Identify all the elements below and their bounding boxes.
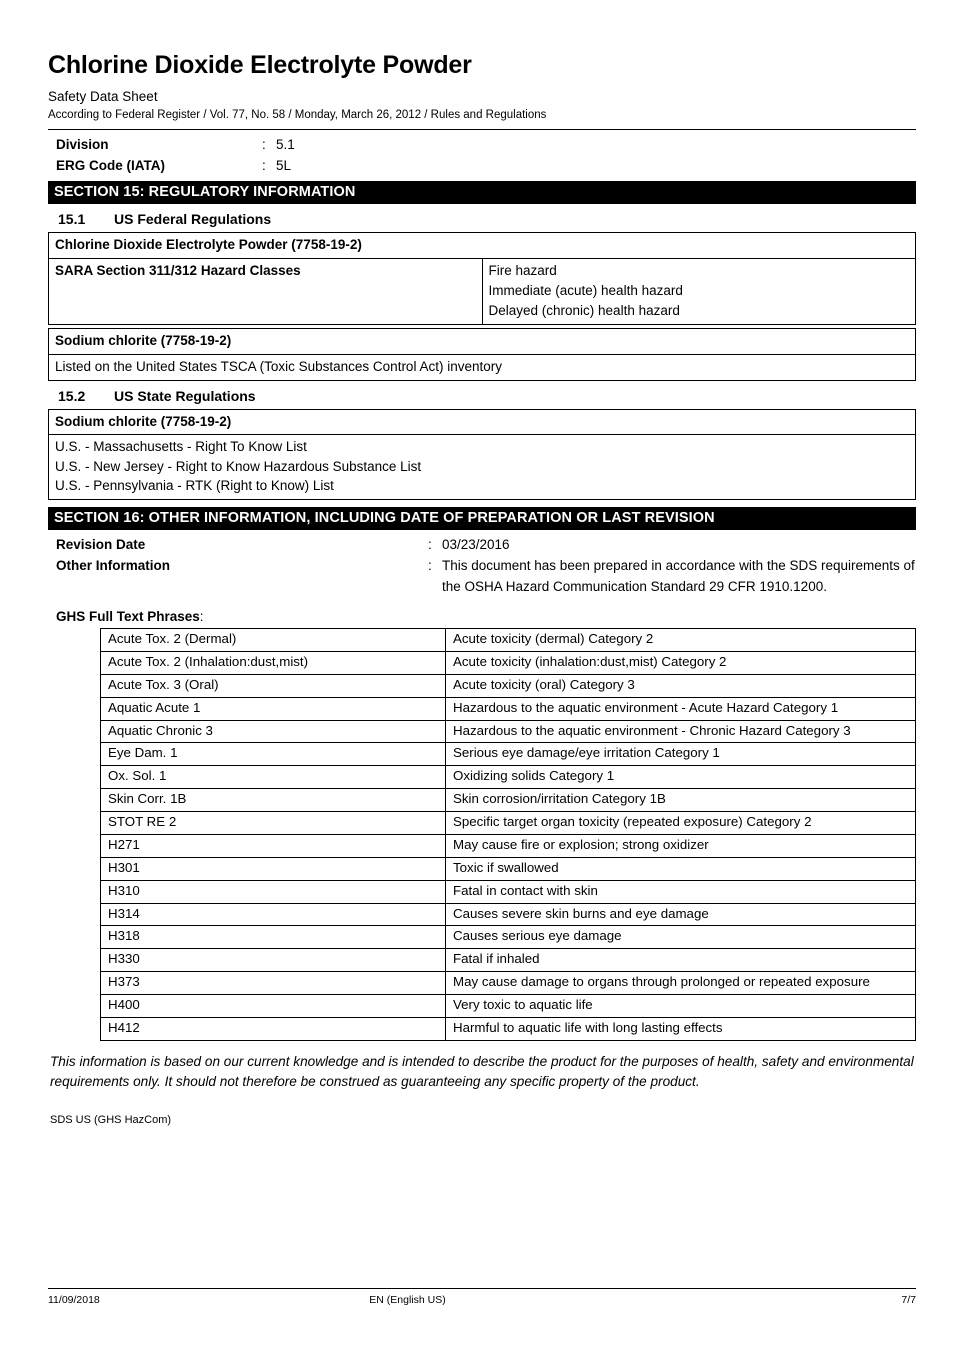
ghs-text: Causes severe skin burns and eye damage (446, 903, 916, 926)
ghs-code: H373 (101, 972, 446, 995)
ghs-code: Acute Tox. 3 (Oral) (101, 674, 446, 697)
revision-date-label: Revision Date (56, 537, 146, 553)
table-row (101, 972, 916, 995)
ghs-text: Acute toxicity (inhalation:dust,mist) Category 2 (446, 651, 916, 674)
table-row (101, 674, 916, 697)
subsection-15-2-title: US State Regulations (114, 387, 256, 404)
other-information-label: Other Information (56, 558, 170, 574)
ghs-label-text: GHS Full Text Phrases (56, 609, 200, 625)
footer-divider (48, 1288, 916, 1289)
ghs-code: Aquatic Acute 1 (101, 697, 446, 720)
table-row (49, 258, 916, 325)
ghs-code: Skin Corr. 1B (101, 789, 446, 812)
ghs-text: Harmful to aquatic life with long lasting effects (446, 1017, 916, 1040)
tsca-inventory-table (48, 328, 916, 380)
legal-disclaimer: This information is based on our current knowledge and is intended to describe the product for the purposes of health, safety and environmental requirements only. It should not therefore be construed as guaranteeing any specific property of the product. (50, 1053, 914, 1090)
erg-code-label: ERG Code (IATA) (56, 158, 165, 173)
table-row (101, 926, 916, 949)
table-row (49, 329, 916, 355)
transport-info-block (48, 135, 916, 176)
division-value: 5.1 (276, 137, 295, 153)
ghs-label-colon: : (199, 609, 204, 625)
ghs-text: Acute toxicity (dermal) Category 2 (446, 629, 916, 652)
page-footer (48, 1288, 916, 1308)
footer-date: 11/09/2018 (48, 1294, 100, 1306)
state-regulation-lists (49, 435, 916, 500)
subsection-15-1 (48, 211, 916, 227)
transport-row-division (48, 135, 916, 156)
ghs-phrases-table-wrapper (100, 628, 916, 1041)
section-15-header: SECTION 15: REGULATORY INFORMATION (48, 181, 916, 205)
ghs-code: Acute Tox. 2 (Inhalation:dust,mist) (101, 651, 446, 674)
sara-value-chronic-health-hazard: Delayed (chronic) health hazard (488, 303, 680, 319)
document-standard-line: According to Federal Register / Vol. 77, No. 58 / Monday, March 26, 2012 / Rules and Regulations (48, 108, 547, 121)
table-row (101, 720, 916, 743)
table-row (49, 233, 916, 259)
ghs-text: Hazardous to the aquatic environment - Chronic Hazard Category 3 (446, 720, 916, 743)
ghs-text: Specific target organ toxicity (repeated exposure) Category 2 (446, 812, 916, 835)
other-information-value: This document has been prepared in accordance with the SDS requirements of the OSHA Hazard Communication Standard 29 CFR 1910.1200. (442, 558, 915, 595)
federal-product-header: Chlorine Dioxide Electrolyte Powder (7758-19-2) (49, 233, 916, 259)
subsection-15-2-number: 15.2 (58, 387, 86, 404)
erg-code-value: 5L (276, 158, 292, 173)
ghs-code: Ox. Sol. 1 (101, 766, 446, 789)
ghs-text: Very toxic to aquatic life (446, 995, 916, 1018)
ghs-code: H271 (101, 834, 446, 857)
table-row (101, 949, 916, 972)
other-information-colon: : (428, 558, 432, 574)
sara-value-acute-health-hazard: Immediate (acute) health hazard (488, 282, 683, 298)
revision-date-row (48, 535, 916, 556)
table-row (101, 857, 916, 880)
sds-format-tag: SDS US (GHS HazCom) (50, 1113, 172, 1126)
table-row (101, 697, 916, 720)
ghs-code: H314 (101, 903, 446, 926)
table-row (49, 409, 916, 435)
table-row (101, 629, 916, 652)
header-divider (48, 129, 916, 130)
ghs-text: Serious eye damage/eye irritation Category 1 (446, 743, 916, 766)
revision-date-colon: : (428, 537, 432, 553)
sara-hazard-classes-values (482, 258, 916, 325)
footer-page-number: 7/7 (901, 1294, 916, 1306)
ghs-phrases-table (100, 628, 916, 1041)
sara-value-fire-hazard: Fire hazard (488, 262, 557, 278)
state-list-new-jersey: U.S. - New Jersey - Right to Know Hazardous Substance List (55, 458, 422, 474)
ghs-text: Acute toxicity (oral) Category 3 (446, 674, 916, 697)
ghs-code: H330 (101, 949, 446, 972)
table-row (101, 812, 916, 835)
transport-row-erg-code (48, 156, 916, 177)
footer-language: EN (English US) (369, 1294, 446, 1306)
ghs-code: Aquatic Chronic 3 (101, 720, 446, 743)
document-subtitle: Safety Data Sheet (48, 88, 158, 104)
table-row (101, 766, 916, 789)
division-label: Division (56, 137, 109, 153)
ghs-code: Eye Dam. 1 (101, 743, 446, 766)
ghs-text: Toxic if swallowed (446, 857, 916, 880)
footer-row (48, 1293, 916, 1308)
state-list-massachusetts: U.S. - Massachusetts - Right To Know List (55, 439, 307, 455)
ghs-text: Hazardous to the aquatic environment - Acute Hazard Category 1 (446, 697, 916, 720)
table-row (101, 743, 916, 766)
ghs-code: H400 (101, 995, 446, 1018)
table-row (101, 903, 916, 926)
ghs-text: Skin corrosion/irritation Category 1B (446, 789, 916, 812)
subsection-15-1-number: 15.1 (58, 211, 86, 228)
table-row (101, 789, 916, 812)
section-16-info-block (48, 535, 916, 598)
table-row (101, 995, 916, 1018)
other-information-row (48, 556, 916, 598)
ghs-text: Fatal if inhaled (446, 949, 916, 972)
table-row (101, 1017, 916, 1040)
ghs-code: H318 (101, 926, 446, 949)
ghs-code: H310 (101, 880, 446, 903)
division-colon: : (262, 137, 266, 153)
table-row (101, 834, 916, 857)
ghs-text: Fatal in contact with skin (446, 880, 916, 903)
ghs-text: May cause fire or explosion; strong oxidizer (446, 834, 916, 857)
ghs-full-text-phrases-label (56, 609, 916, 624)
table-row (101, 651, 916, 674)
us-state-regulations-table (48, 409, 916, 500)
ghs-code: STOT RE 2 (101, 812, 446, 835)
us-federal-regulations-table (48, 232, 916, 325)
ghs-text: Oxidizing solids Category 1 (446, 766, 916, 789)
tsca-listing-line: Listed on the United States TSCA (Toxic Substances Control Act) inventory (49, 354, 916, 380)
erg-code-colon: : (262, 158, 266, 173)
document-title: Chlorine Dioxide Electrolyte Powder (48, 51, 472, 79)
state-substance-header: Sodium chlorite (7758-19-2) (49, 409, 916, 435)
ghs-code: Acute Tox. 2 (Dermal) (101, 629, 446, 652)
ghs-code: H412 (101, 1017, 446, 1040)
ghs-text: Causes serious eye damage (446, 926, 916, 949)
revision-date-value: 03/23/2016 (442, 537, 510, 553)
sara-hazard-classes-label: SARA Section 311/312 Hazard Classes (49, 258, 483, 325)
ghs-code: H301 (101, 857, 446, 880)
subsection-15-1-title: US Federal Regulations (114, 211, 272, 228)
table-row (49, 354, 916, 380)
ghs-phrases-body (101, 629, 916, 1041)
table-row (101, 880, 916, 903)
document-content (48, 0, 916, 1126)
section-16-header: SECTION 16: OTHER INFORMATION, INCLUDING DATE OF PREPARATION OR LAST REVISION (48, 507, 916, 531)
table-row (49, 435, 916, 500)
ghs-text: May cause damage to organs through prolonged or repeated exposure (446, 972, 916, 995)
tsca-substance-header: Sodium chlorite (7758-19-2) (49, 329, 916, 355)
state-list-pennsylvania: U.S. - Pennsylvania - RTK (Right to Know) List (55, 478, 334, 494)
subsection-15-2 (48, 388, 916, 404)
